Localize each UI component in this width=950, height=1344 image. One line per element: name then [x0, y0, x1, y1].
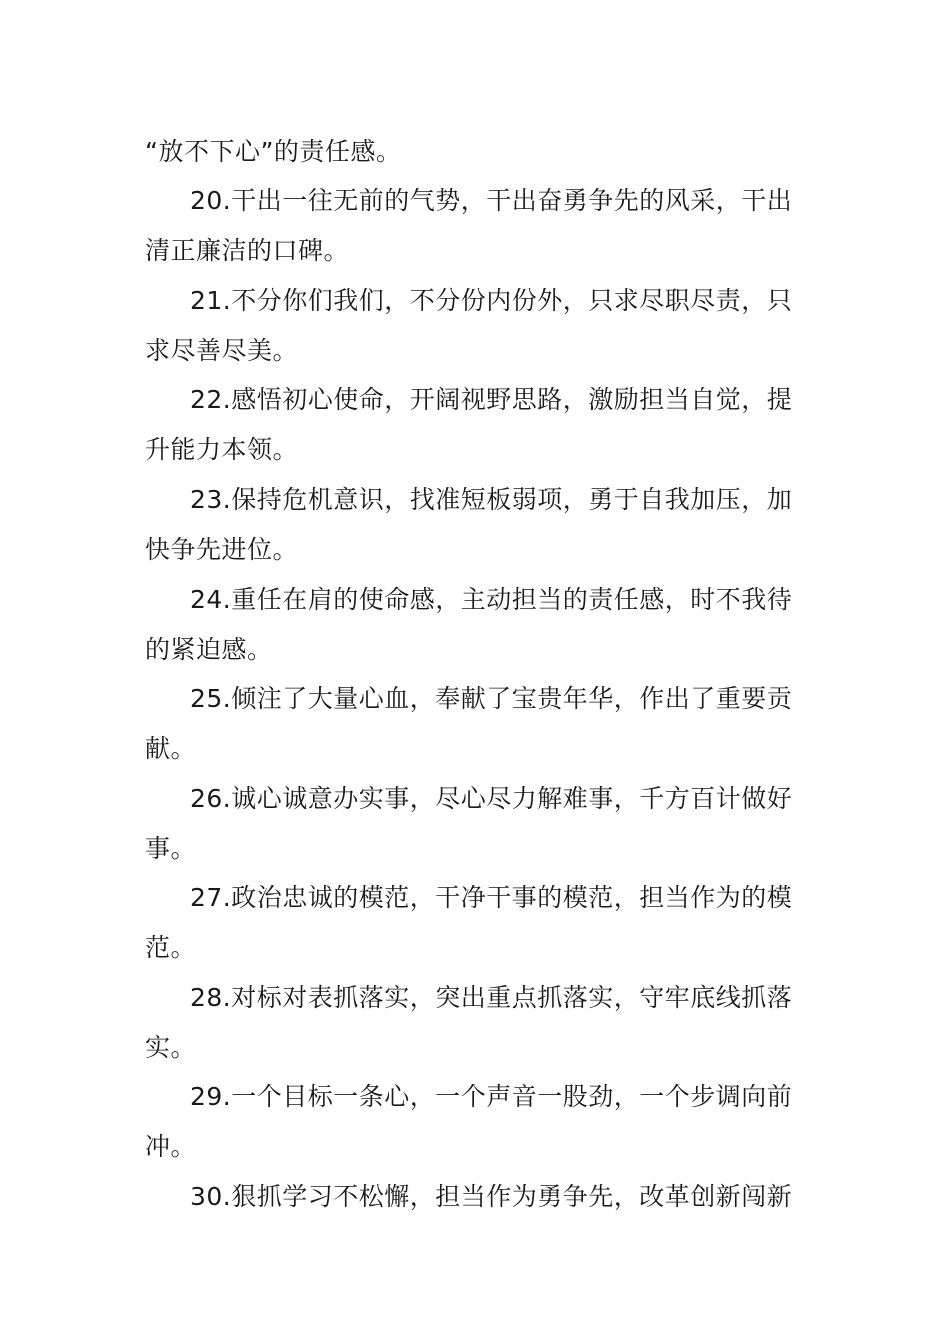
text-line: 快争先进位。 [145, 535, 299, 564]
text-line: 23.保持危机意识，找准短板弱项，勇于自我加压，加 [190, 485, 793, 514]
text-line: 28.对标对表抓落实，突出重点抓落实，守牢底线抓落 [190, 983, 793, 1012]
text-line: 升能力本领。 [145, 435, 299, 464]
text-line: 的紧迫感。 [145, 635, 273, 664]
text-line: 求尽善尽美。 [145, 336, 299, 365]
text-line: 实。 [145, 1033, 197, 1062]
text-line: 30.狠抓学习不松懈，担当作为勇争先，改革创新闯新 [190, 1182, 793, 1211]
text-line: 24.重任在肩的使命感，主动担当的责任感，时不我待 [190, 585, 793, 614]
text-line: 26.诚心诚意办实事，尽心尽力解难事，千方百计做好 [190, 784, 793, 813]
text-line: 25.倾注了大量心血，奉献了宝贵年华，作出了重要贡 [190, 684, 793, 713]
text-line: 22.感悟初心使命，开阔视野思路，激励担当自觉，提 [190, 385, 793, 414]
text-line: “放不下心”的责任感。 [145, 137, 402, 166]
text-line: 清正廉洁的口碑。 [145, 236, 350, 265]
text-line: 27.政治忠诚的模范，干净干事的模范，担当作为的模 [190, 883, 793, 912]
text-line: 21.不分你们我们，不分份内份外，只求尽职尽责，只 [190, 286, 793, 315]
text-line: 范。 [145, 933, 197, 962]
text-line: 20.干出一往无前的气势，干出奋勇争先的风采，干出 [190, 186, 793, 215]
text-line: 事。 [145, 834, 197, 863]
text-line: 29.一个目标一条心，一个声音一股劲，一个步调向前 [190, 1082, 793, 1111]
text-line: 献。 [145, 734, 197, 763]
text-line: 冲。 [145, 1132, 197, 1161]
